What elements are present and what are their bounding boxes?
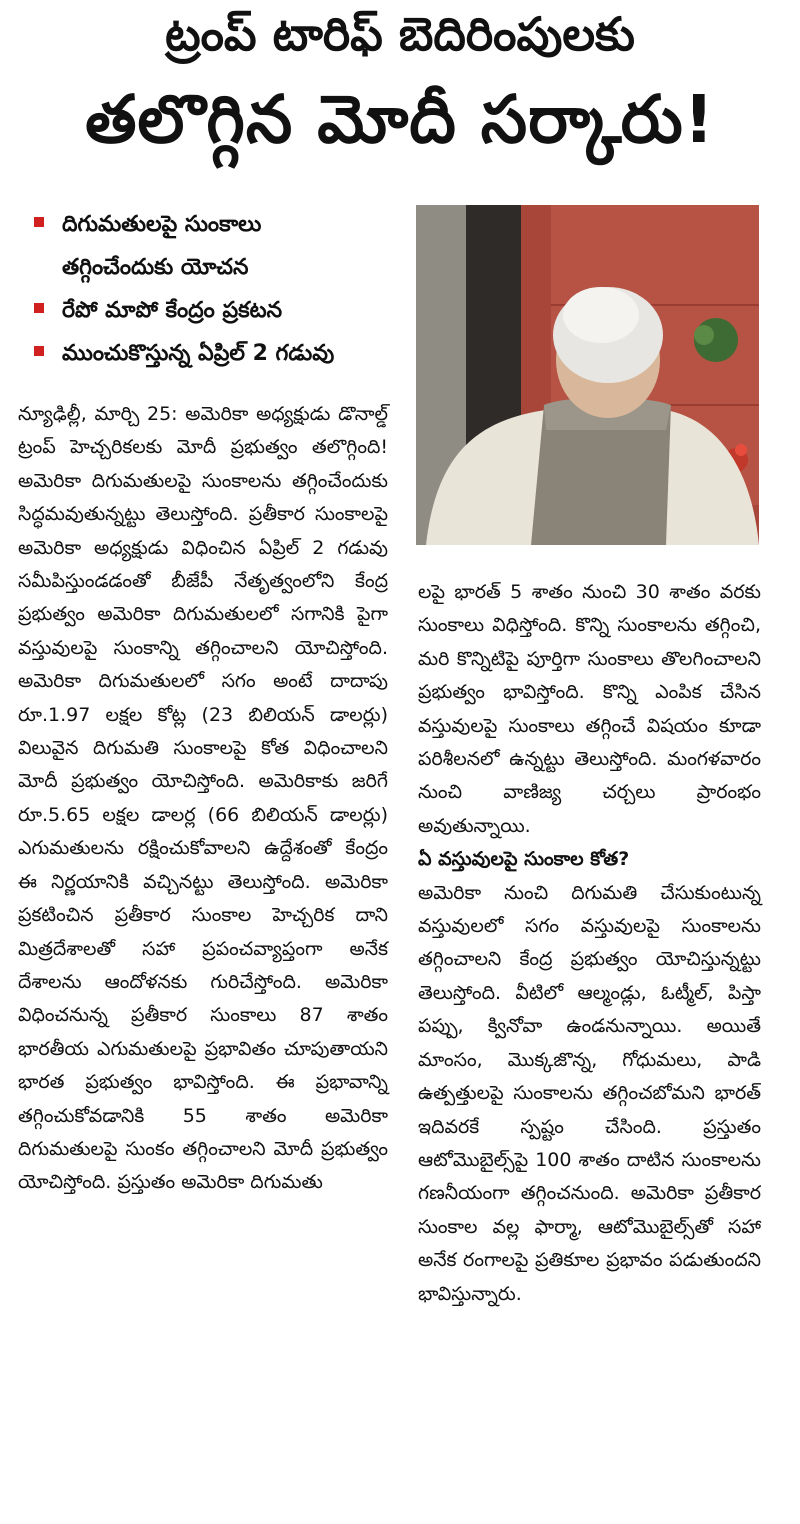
bullet-text: రేపో మాపో కేంద్రం ప్రకటన [62, 298, 283, 323]
article-column-right [418, 576, 761, 1311]
bullet-item [30, 203, 410, 289]
article-paragraph: న్యూఢిల్లీ, మార్చి 25: అమెరికా అధ్యక్షుడు డొనాల్డ్ ట్రంప్ హెచ్చరికలకు మోదీ ప్రభుత్వం తలొగ్గింది! అమెరికా దిగుమతులపై సుంకాలను తగ్గించేందుకు సిద్ధమవుతున్నట్టు తెలుస్తోంది. ప్రతీకార సుంకాలపై అమెరికా అధ్యక్షుడు విధించిన ఏప్రిల్ 2 గడువు సమీపిస్తుండడంతో బీజేపీ నేతృత్వంలోని కేంద్ర ప్రభుత్వం అమెరికా దిగుమతులలో సగానికి పైగా వస్తువులపై సుంకాన్ని తగ్గించాలని యోచిస్తోంది. అమెరికా దిగుమతులలో సగం అంటే దాదాపు రూ.1.97 లక్షల కోట్ల (23 బిలియన్ డాలర్లు) విలువైన దిగుమతి సుంకాలపై కోత విధించాలని మోదీ ప్రభుత్వం యోచిస్తోంది. అమెరికాకు జరిగే రూ.5.65 లక్షల డాలర్ల (66 బిలియన్ డాలర్లు) ఎగుమతులను రక్షించుకోవాలని ఉద్దేశంతో కేంద్రం ఈ నిర్ణయానికి వచ్చినట్టు తెలుస్తోంది. అమెరికా ప్రకటించిన ప్రతీకార సుంకాల హెచ్చరిక దాని మిత్రదేశాలతో సహా ప్రపంచవ్యాప్తంగా అనేక దేశాలను ఆందోళనకు గురిచేస్తోంది. అమెరికా విధించనున్న ప్రతీకార సుంకాలు 87 శాతం భారతీయ ఎగుమతులపై ప్రభావితం చూపుతాయని భారత ప్రభుత్వం భావిస్తోంది. ఈ ప్రభావాన్ని తగ్గించుకోవడానికి 55 శాతం అమెరికా దిగుమతులపై సుంకం తగ్గించాలని మోదీ ప్రభుత్వం యోచిస్తోంది. ప్రస్తుతం అమెరికా దిగుమతు [18, 403, 388, 1194]
section-subheading: ఏ వస్తువులపై సుంకాల కోత? [418, 848, 630, 871]
bullet-text: దిగుమతులపై సుంకాలు తగ్గించేందుకు యోచన [62, 212, 262, 280]
summary-bullets [30, 203, 410, 375]
article-photo [416, 205, 759, 545]
article-paragraph: అమెరికా నుంచి దిగుమతి చేసుకుంటున్న వస్తువులలో సగం వస్తువులపై సుంకాలను తగ్గించాలని కేంద్ర ప్రభుత్వం యోచిస్తున్నట్టు తెలుస్తోంది. వీటిలో ఆల్మండ్లు, ఓట్మీల్, పిస్తా పప్పు, క్వినోవా ఉండనున్నాయి. అయితే మాంసం, మొక్కజొన్న, గోధుమలు, పాడి ఉత్పత్తులపై సుంకాలను తగ్గించబోమని భారత్ ఇదివరకే స్పష్టం చేసింది. ప్రస్తుతం ఆటోమొబైల్స్‌పై 100 శాతం దాటిన సుంకాలను గణనీయంగా తగ్గించనుంది. అమెరికా ప్రతీకార సుంకాల వల్ల ఫార్మా, ఆటోమొబైల్స్‌తో సహా అనేక రంగాలపై ప్రతికూల ప్రభావం పడుతుందని భావిస్తున్నారు. [418, 881, 761, 1305]
bullet-item [30, 332, 410, 375]
bullet-square-icon [34, 346, 44, 356]
photo-man-back-view-icon [416, 205, 759, 545]
article-paragraph: లపై భారత్ 5 శాతం నుంచి 30 శాతం వరకు సుంకాలు విధిస్తోంది. కొన్ని సుంకాలను తగ్గించి, మరి కొన్నిటిపై పూర్తిగా సుంకాలు తొలగించాలని ప్రభుత్వం భావిస్తోంది. కొన్ని ఎంపిక చేసిన వస్తువులపై సుంకాలు తగ్గించే విషయం కూడా పరిశీలనలో ఉన్నట్టు తెలుస్తోంది. మంగళవారం నుంచి వాణిజ్య చర్చలు ప్రారంభం అవుతున్నాయి. [418, 581, 761, 837]
bullet-square-icon [34, 217, 44, 227]
bullet-item [30, 289, 410, 332]
bullet-square-icon [34, 303, 44, 313]
headline-line-1: ట్రంప్ టారిఫ్ బెదిరింపులకు [165, 7, 635, 61]
headline-line-2: తలొగ్గిన మోదీ సర్కారు! [85, 81, 715, 158]
bullet-text: ముంచుకొస్తున్న ఏప్రిల్ 2 గడువు [62, 341, 335, 366]
article-column-left [18, 398, 388, 1200]
